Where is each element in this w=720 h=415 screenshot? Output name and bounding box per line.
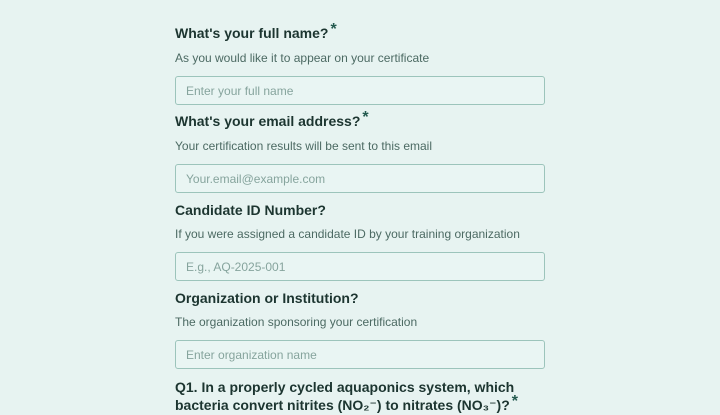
- required-asterisk: *: [511, 393, 518, 410]
- question-1: [175, 378, 545, 415]
- email-help: Your certification results will be sent to this email: [175, 139, 433, 153]
- candidate-id-field: [175, 201, 545, 281]
- required-asterisk: *: [330, 21, 337, 38]
- organization-help: The organization sponsoring your certification: [175, 315, 418, 329]
- organization-input[interactable]: [175, 340, 545, 369]
- email-input[interactable]: [175, 164, 545, 193]
- candidate-id-label: Candidate ID Number?: [175, 202, 326, 218]
- organization-field: [175, 289, 545, 369]
- candidate-id-help: If you were assigned a candidate ID by your training organization: [175, 227, 520, 241]
- question-1-text: Q1. In a properly cycled aquaponics system, which bacteria convert nitrites (NO₂⁻) to nitrates (NO₃⁻)? *: [175, 379, 518, 413]
- email-field: [175, 109, 545, 193]
- required-asterisk: *: [362, 109, 369, 126]
- full-name-input[interactable]: [175, 76, 545, 105]
- full-name-help: As you would like it to appear on your certificate: [175, 51, 430, 65]
- email-label: What's your email address? *: [175, 109, 369, 129]
- full-name-label: What's your full name? *: [175, 21, 337, 41]
- candidate-id-input[interactable]: [175, 252, 545, 281]
- organization-label: Organization or Institution?: [175, 290, 359, 306]
- full-name-field: [175, 21, 545, 105]
